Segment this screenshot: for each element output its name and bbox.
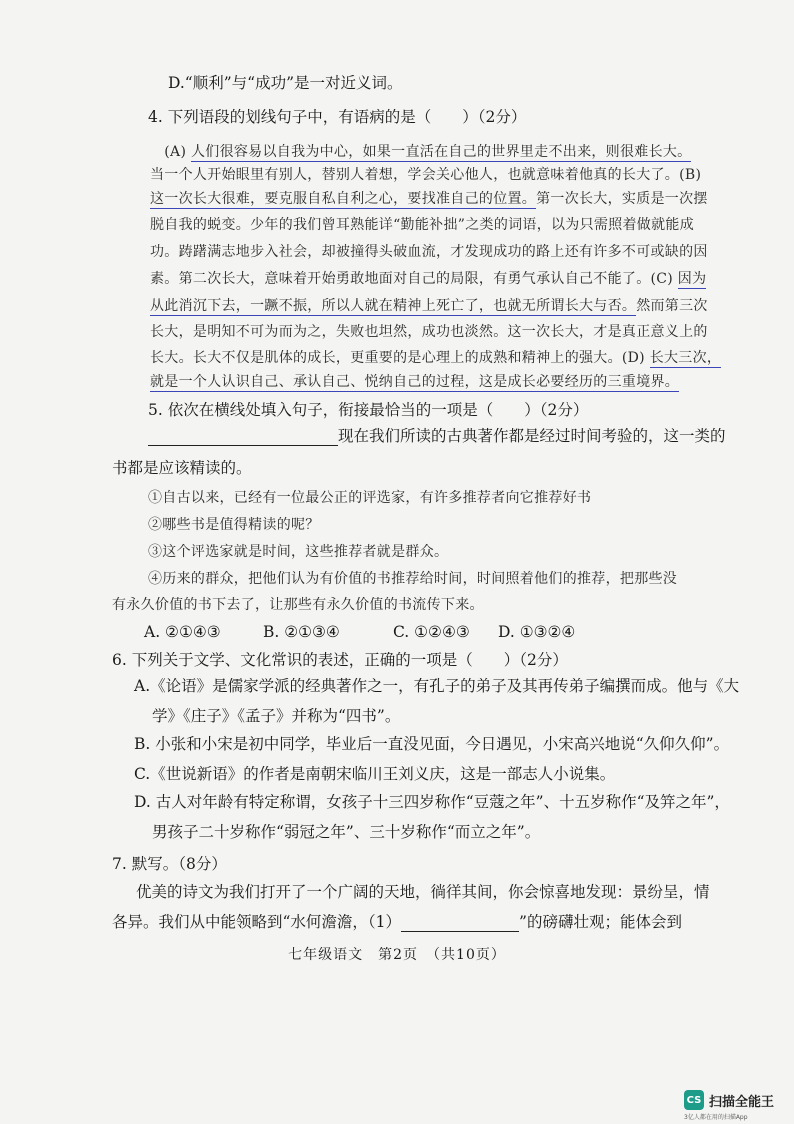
q7-line2-b: ”的磅礴壮观；能体会到 xyxy=(519,913,682,931)
underlined-sentence: 因为 xyxy=(677,271,707,287)
answer-blank[interactable] xyxy=(148,429,338,446)
q5-item: ④历来的群众，把他们认为有价值的书推荐给时间，时间照着他们的推荐，把那些没 xyxy=(148,571,678,587)
q5-choice[interactable]: B. ②①③④ xyxy=(263,623,340,641)
underlined-sentence: 人们很容易以自我为中心，如果一直活在自己的世界里走不出来，则很难长大。 xyxy=(190,144,692,160)
q6-line: A.《论语》是儒家学派的经典著作之一，有孔子的弟子及其再传弟子编撰而成。他与《大 xyxy=(134,677,740,695)
passage-text: 当一个人开始眼里有别人，替别人着想，学会关心他人，也就意味着他真的长大了。(B) xyxy=(150,167,702,183)
q4-passage-line xyxy=(150,242,708,262)
q4-passage-line xyxy=(150,215,694,235)
q4-passage-line xyxy=(150,269,706,289)
q7-line2 xyxy=(112,912,682,932)
q5-item: 有永久价值的书下去了，让那些有永久价值的书流传下来。 xyxy=(112,597,484,613)
q6-stem: 6. 下列关于文学、文化常识的表述，正确的一项是（ ）（2分） xyxy=(112,651,568,669)
q6-line: D. 古人对年龄有特定称谓，女孩子十三四岁称作“豆蔻之年”、十五岁称作“及笄之年”， xyxy=(134,793,730,811)
underlined-sentence: 从此消沉下去，一蹶不振，所以人就在精神上死亡了，也就无所谓长大与否。 xyxy=(150,298,637,314)
underlined-sentence: 就是一个人认识自己、承认自己、悦纳自己的过程，这是成长必要经历的三重境界。 xyxy=(150,374,680,390)
q5-lead xyxy=(148,426,726,446)
q5-stem: 5. 依次在横线处填入句子，衔接最恰当的一项是（ ）（2分） xyxy=(148,401,589,419)
page-footer: 七年级语文 第2页 （共10页） xyxy=(288,947,506,963)
q4-passage-line xyxy=(150,348,721,368)
passage-text: 长大，是明知不可为而为之，失败也坦然，成功也淡然。这一次长大，才是真正意义上的 xyxy=(150,324,708,340)
scanner-watermark xyxy=(684,1090,774,1110)
q4-passage-line xyxy=(150,296,708,316)
q4-passage-line xyxy=(150,165,701,185)
q6-line: C.《世说新语》的作者是南朝宋临川王刘义庆，这是一部志人小说集。 xyxy=(134,765,616,783)
passage-text: 然而第三次 xyxy=(636,298,708,314)
q3-option-d: D.“顺利”与“成功”是一对近义词。 xyxy=(168,74,403,92)
q4-stem: 4. 下列语段的划线句子中，有语病的是（ ）（2分） xyxy=(148,108,527,126)
q5-lead-cont: 书都是应该精读的。 xyxy=(112,459,252,477)
q4-passage-line xyxy=(150,189,708,209)
underlined-sentence: 这一次长大很难，要克服自私自利之心，要找准自己的位置。 xyxy=(150,191,537,207)
camscanner-logo-icon: CS xyxy=(684,1090,704,1110)
passage-text: 长大。长大不仅是肌体的成长，更重要的是心理上的成熟和精神上的强大。(D) xyxy=(150,350,650,366)
underlined-sentence: 长大三次， xyxy=(649,350,722,366)
q7-stem: 7. 默写。（8分） xyxy=(112,855,227,873)
q4-passage-line xyxy=(150,372,679,392)
q6-line: 男孩子二十岁称作“弱冠之年”、三十岁称作“而立之年”。 xyxy=(152,823,541,841)
watermark-sub: 3亿人都在用的扫描App xyxy=(684,1114,748,1121)
passage-text: 功。踌躇满志地步入社会，却被撞得头破血流，才发现成功的路上还有许多不可或缺的因 xyxy=(150,244,708,260)
q5-item: ③这个评选家就是时间，这些推荐者就是群众。 xyxy=(148,544,449,560)
q7-line1: 优美的诗文为我们打开了一个广阔的天地，徜徉其间，你会惊喜地发现：景纷呈，情 xyxy=(136,883,710,901)
q5-lead-text: 现在我们所读的古典著作都是经过时间考验的，这一类的 xyxy=(338,427,726,445)
q5-item: ②哪些书是值得精读的呢？ xyxy=(148,517,320,533)
q5-item: ①自古以来，已经有一位最公正的评选家，有许多推荐者向它推荐好书 xyxy=(148,490,592,506)
q4-passage-line xyxy=(150,142,691,162)
answer-blank[interactable] xyxy=(401,915,519,932)
passage-text: 第一次长大，实质是一次摆 xyxy=(536,191,708,207)
q6-line: B. 小张和小宋是初中同学，毕业后一直没见面，今日遇见，小宋高兴地说“久仰久仰”。 xyxy=(134,735,730,753)
q6-line: 学》《庄子》《孟子》并称为“四书”。 xyxy=(152,707,401,725)
q5-choice[interactable]: A. ②①④③ xyxy=(144,623,221,641)
passage-text: (A) xyxy=(150,144,191,160)
q5-choice[interactable]: D. ①③②④ xyxy=(498,623,576,641)
q7-line2-a: 各异。我们从中能领略到“水何澹澹，（1） xyxy=(112,913,402,931)
watermark-name: 扫描全能王 xyxy=(709,1094,775,1110)
q5-choice[interactable]: C. ①②④③ xyxy=(393,623,470,641)
q4-passage-line xyxy=(150,322,708,342)
passage-text: 素。第二次长大，意味着开始勇敢地面对自己的局限，有勇气承认自己不能了。(C) xyxy=(150,271,678,287)
passage-text: 脱自我的蜕变。少年的我们曾耳熟能详“勤能补拙”之类的词语，以为只需照着做就能成 xyxy=(150,217,695,233)
